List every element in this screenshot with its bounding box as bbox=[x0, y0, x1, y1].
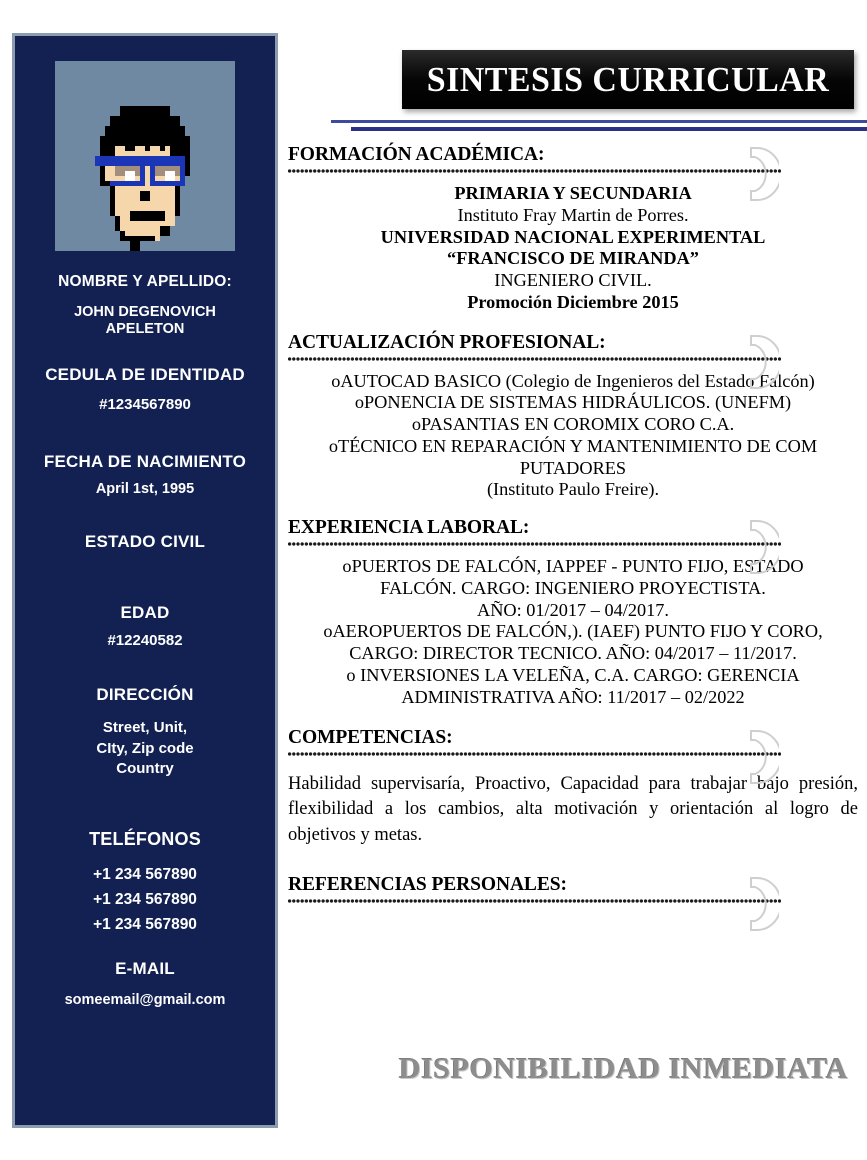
nombre-line-1: JOHN DEGENOVICH bbox=[74, 304, 216, 321]
sidebar-value-nombre bbox=[25, 304, 265, 338]
sidebar-label-telefonos: TELÉFONOS bbox=[89, 829, 201, 850]
section-dotted-rule bbox=[288, 750, 781, 759]
sidebar-field-nombre bbox=[15, 273, 275, 339]
sidebar-field-edad bbox=[15, 603, 275, 649]
section-dotted-rule bbox=[288, 540, 781, 549]
experiencia-line-5: CARGO: DIRECTOR TECNICO. AÑO: 04/2017 – 11/2017. bbox=[349, 643, 797, 664]
section-heading-actualizacion: ACTUALIZACIÓN PROFESIONAL: bbox=[288, 331, 606, 353]
actualizacion-line-1: oAUTOCAD BASICO (Colegio de Ingenieros del Estado Falcón) bbox=[331, 370, 815, 391]
main-content bbox=[288, 144, 858, 913]
direccion-line-1: Street, Unit, bbox=[102, 719, 188, 737]
telefono-2[interactable]: +1 234 567890 bbox=[93, 890, 197, 908]
telefono-1[interactable]: +1 234 567890 bbox=[93, 865, 197, 883]
formacion-line-2: Instituto Fray Martin de Porres. bbox=[457, 204, 689, 225]
sidebar-value-telefonos bbox=[25, 862, 265, 937]
sidebar-label-nombre: NOMBRE Y APELLIDO: bbox=[58, 273, 232, 290]
sidebar-field-fecha-nacimiento bbox=[15, 452, 275, 498]
actualizacion-line-3: oPASANTIAS EN COROMIX CORO C.A. bbox=[411, 414, 735, 435]
section-body-experiencia bbox=[288, 556, 858, 708]
telefono-3[interactable]: +1 234 567890 bbox=[93, 915, 197, 933]
section-dotted-rule bbox=[288, 897, 781, 906]
formacion-line-4: “FRANCISCO DE MIRANDA” bbox=[447, 248, 699, 269]
experiencia-line-3: AÑO: 01/2017 – 04/2017. bbox=[477, 599, 669, 620]
section-body-competencias: Habilidad supervisaría, Proactivo, Capacidad para trabajar bajo presión, flexibilidad a los cambios, alta motivación y orientación al logro de objetivos y metas. bbox=[288, 773, 858, 845]
section-heading-competencias: COMPETENCIAS: bbox=[288, 726, 453, 748]
formacion-line-6: Promoción Diciembre 2015 bbox=[467, 291, 679, 312]
section-experiencia-laboral bbox=[288, 517, 858, 708]
sidebar-value-cedula: #1234567890 bbox=[99, 395, 191, 413]
sidebar-value-direccion bbox=[25, 718, 265, 779]
header-divider-lower bbox=[351, 127, 867, 131]
formacion-line-1: PRIMARIA Y SECUNDARIA bbox=[454, 183, 692, 203]
sidebar-value-edad: #12240582 bbox=[107, 631, 183, 649]
section-heading-referencias: REFERENCIAS PERSONALES: bbox=[288, 874, 567, 896]
experiencia-line-1: oPUERTOS DE FALCÓN, IAPPEF - PUNTO FIJO, ESTADO bbox=[342, 556, 804, 577]
formacion-line-3: UNIVERSIDAD NACIONAL EXPERIMENTAL bbox=[380, 226, 766, 247]
document-title-banner bbox=[402, 50, 854, 109]
formacion-line-5: INGENIERO CIVIL. bbox=[494, 270, 652, 291]
sidebar-value-email[interactable]: someemail@gmail.com bbox=[64, 991, 226, 1008]
profile-photo-frame bbox=[55, 61, 235, 251]
sidebar-field-email bbox=[15, 959, 275, 1009]
sidebar-label-fecha-nacimiento: FECHA DE NACIMIENTO bbox=[43, 452, 247, 472]
nombre-line-2: APELETON bbox=[105, 321, 185, 338]
section-referencias-personales bbox=[288, 874, 858, 906]
section-competencias bbox=[288, 727, 858, 849]
actualizacion-line-4: oTÉCNICO EN REPARACIÓN Y MANTENIMIENTO DE COM bbox=[328, 435, 818, 456]
actualizacion-line-2: oPONENCIA DE SISTEMAS HIDRÁULICOS. (UNEFM) bbox=[354, 392, 792, 413]
section-body-actualizacion bbox=[288, 371, 858, 502]
section-dotted-rule bbox=[288, 355, 781, 364]
availability-statement: DISPONIBILIDAD INMEDIATA bbox=[398, 1052, 848, 1085]
section-body-formacion bbox=[288, 183, 858, 314]
sidebar-label-cedula: CEDULA DE IDENTIDAD bbox=[45, 364, 245, 384]
direccion-line-2: CIty, Zip code bbox=[96, 739, 194, 757]
section-heading-experiencia: EXPERIENCIA LABORAL: bbox=[288, 517, 530, 539]
avatar-pixel-art-icon bbox=[55, 61, 235, 251]
actualizacion-line-6: (Instituto Paulo Freire). bbox=[486, 479, 660, 500]
experiencia-line-6: o INVERSIONES LA VELEÑA, C.A. CARGO: GERENCIA bbox=[346, 665, 800, 686]
section-actualizacion-profesional bbox=[288, 332, 858, 502]
direccion-line-3: Country bbox=[116, 760, 174, 777]
header-divider-upper bbox=[331, 120, 867, 123]
section-formacion-academica bbox=[288, 144, 858, 314]
sidebar-panel bbox=[12, 33, 278, 1128]
sidebar-field-estado-civil bbox=[15, 532, 275, 551]
footer bbox=[288, 1052, 858, 1086]
sidebar-label-direccion: DIRECCIÓN bbox=[96, 685, 194, 705]
section-dotted-rule bbox=[288, 167, 781, 176]
sidebar-label-estado-civil: ESTADO CIVIL bbox=[84, 532, 206, 552]
page-title: SINTESIS CURRICULAR bbox=[426, 60, 830, 99]
experiencia-line-4: oAEROPUERTOS DE FALCÓN,). (IAEF) PUNTO FIJO Y CORO, bbox=[323, 621, 823, 642]
sidebar-label-edad: EDAD bbox=[120, 603, 170, 623]
experiencia-line-7: ADMINISTRATIVA AÑO: 11/2017 – 02/2022 bbox=[401, 686, 745, 707]
sidebar-field-telefonos bbox=[15, 829, 275, 936]
sidebar-field-direccion bbox=[15, 685, 275, 779]
experiencia-line-2: FALCÓN. CARGO: INGENIERO PROYECTISTA. bbox=[380, 577, 766, 598]
actualizacion-line-5: PUTADORES bbox=[519, 457, 627, 478]
section-heading-formacion: FORMACIÓN ACADÉMICA: bbox=[288, 144, 545, 165]
sidebar-value-fecha-nacimiento: April 1st, 1995 bbox=[95, 481, 195, 498]
sidebar-field-cedula bbox=[15, 365, 275, 414]
sidebar-label-email: E-MAIL bbox=[115, 958, 175, 978]
